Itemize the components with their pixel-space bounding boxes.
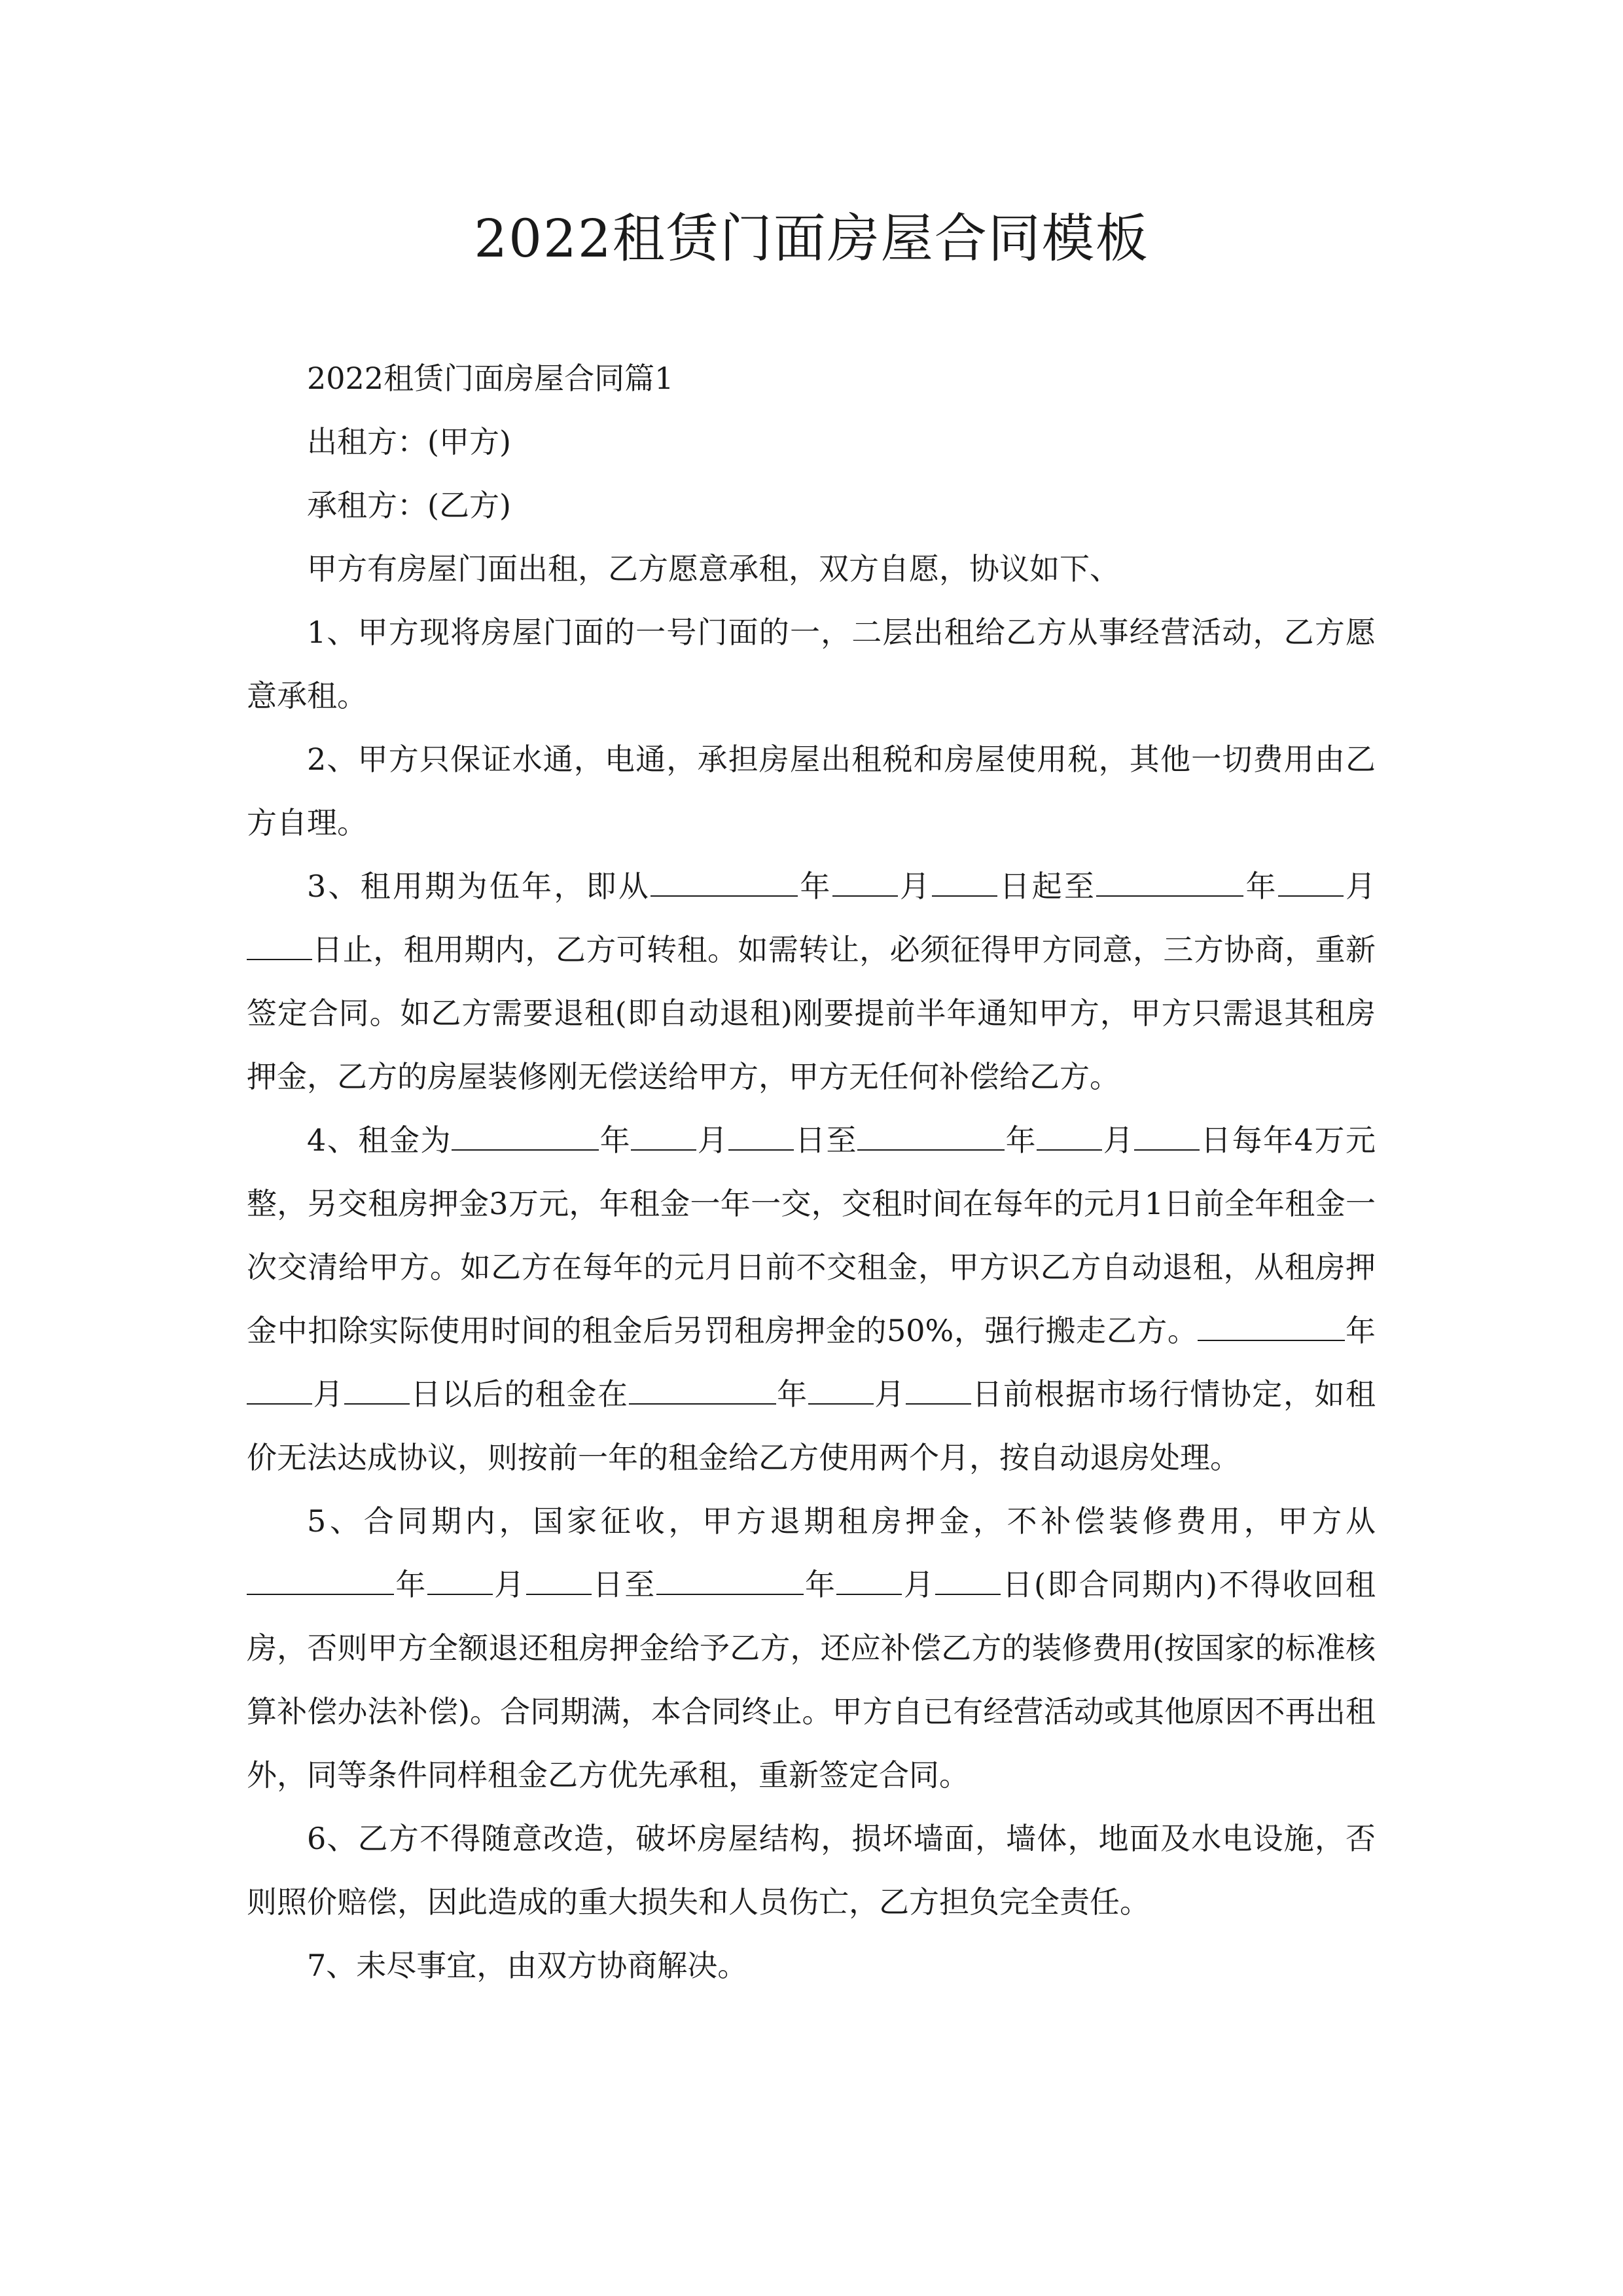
- fill-in-blank: [832, 864, 898, 897]
- fill-in-blank: [906, 1372, 971, 1405]
- fill-in-blank: [629, 1372, 776, 1405]
- clause-4: [247, 1109, 1376, 1490]
- fill-in-blank: [651, 864, 798, 897]
- fill-in-blank: [857, 1118, 1005, 1151]
- fill-in-blank: [427, 1562, 493, 1595]
- fill-in-blank: [728, 1118, 794, 1151]
- fill-in-blank: [452, 1118, 599, 1151]
- fill-in-blank: [1096, 864, 1243, 897]
- clause-5-text: 月: [902, 1567, 936, 1602]
- fill-in-blank: [1037, 1118, 1102, 1151]
- clause-5-text: 年: [803, 1567, 837, 1602]
- clause-4-text: 年: [776, 1376, 808, 1412]
- clause-3-text: 日止，租用期内，乙方可转租。如需转让，必须征得甲方同意，三方协商，重新签定合同。如乙方需要退租(即自动退租)刚要提前半年通知甲方，甲方只需退其租房押金，乙方的房屋装修刚无偿送给甲方，甲方无任何补偿给乙方。: [247, 932, 1376, 1094]
- clause-4-text: 月: [873, 1376, 906, 1412]
- fill-in-blank: [935, 1562, 1001, 1595]
- clause-5-text: 日(即合同期内)不得收回租房，否则甲方全额退还租房押金给予乙方，还应补偿乙方的装修费用(按国家的标准核算补偿办法补偿)。合同期满，本合同终止。甲方自已有经营活动或其他原因不再出租外，同等条件同样租金乙方优先承租，重新签定合同。: [247, 1567, 1376, 1793]
- fill-in-blank: [247, 927, 312, 960]
- fill-in-blank: [932, 864, 997, 897]
- clause-3-text: 月: [1343, 869, 1376, 904]
- section-heading: 2022租赁门面房屋合同篇1: [307, 361, 674, 396]
- clause-4-text: 年: [1345, 1313, 1376, 1348]
- clause-3-text: 年: [1243, 869, 1278, 904]
- clause-7: 7、未尽事宜，由双方协商解决。: [307, 1948, 748, 1983]
- fill-in-blank: [526, 1562, 592, 1595]
- document-title: 2022租赁门面房屋合同模板: [474, 208, 1149, 269]
- fill-in-blank: [631, 1118, 696, 1151]
- document-body: [247, 347, 1376, 1998]
- clause-4-text: 月: [1102, 1122, 1135, 1158]
- fill-in-blank: [1134, 1118, 1200, 1151]
- clause-5-text: 年: [394, 1567, 427, 1602]
- clause-4-text: 月: [696, 1122, 729, 1158]
- fill-in-blank: [1278, 864, 1344, 897]
- clause-5-text: 月: [492, 1567, 526, 1602]
- fill-in-blank: [1198, 1308, 1345, 1341]
- clause-4-text: 年: [599, 1122, 632, 1158]
- clause-4-text: 月: [312, 1376, 345, 1412]
- fill-in-blank: [836, 1562, 902, 1595]
- clause-6: 6、乙方不得随意改造，破坏房屋结构，损坏墙面，墙体，地面及水电设施，否则照价赔偿，因此造成的重大损失和人员伤亡，乙方担负完全责任。: [247, 1821, 1376, 1920]
- clause-2: 2、甲方只保证水通，电通，承担房屋出租税和房屋使用税，其他一切费用由乙方自理。: [247, 742, 1376, 840]
- clause-3-text: 年: [798, 869, 832, 904]
- lessor-line: 出租方：(甲方): [307, 424, 511, 459]
- clause-3-text: 日起至: [997, 869, 1097, 904]
- clause-4-text: 日前根据市场行情协定，如租价无法达成协议，则按前一年的租金给乙方使用两个月，按自动退房处理。: [247, 1376, 1376, 1475]
- clause-4-text: 日至: [794, 1122, 858, 1158]
- clause-4-text: 年: [1005, 1122, 1037, 1158]
- fill-in-blank: [808, 1372, 874, 1405]
- lessee-line: 承租方：(乙方): [307, 488, 511, 523]
- fill-in-blank: [247, 1562, 394, 1595]
- fill-in-blank: [247, 1372, 312, 1405]
- clause-3-text: 月: [897, 869, 933, 904]
- intro-paragraph: 甲方有房屋门面出租，乙方愿意承租，双方自愿，协议如下、: [307, 551, 1120, 586]
- clause-4-text: 4、租金为: [307, 1122, 452, 1158]
- fill-in-blank: [656, 1562, 804, 1595]
- clause-5-text: 5、合同期内，国家征收，甲方退期租房押金，不补偿装修费用，甲方从: [307, 1503, 1376, 1539]
- fill-in-blank: [344, 1372, 410, 1405]
- clause-1: 1、甲方现将房屋门面的一号门面的一，二层出租给乙方从事经营活动，乙方愿意承租。: [247, 615, 1376, 713]
- clause-3: [247, 855, 1376, 1109]
- clause-5-text: 日至: [591, 1567, 656, 1602]
- clause-5: [247, 1490, 1376, 1807]
- clause-3-text: 3、租用期为伍年，即从: [307, 869, 651, 904]
- clause-4-text: 日以后的租金在: [410, 1376, 629, 1412]
- clause-4-text: 日每年4万元整，另交租房押金3万元，年租金一年一交，交租时间在每年的元月1日前全年租金一次交清给甲方。如乙方在每年的元月日前不交租金，甲方识乙方自动退租，从租房押金中扣除实际使用时间的租金后另罚租房押金的50%，强行搬走乙方。: [247, 1122, 1376, 1348]
